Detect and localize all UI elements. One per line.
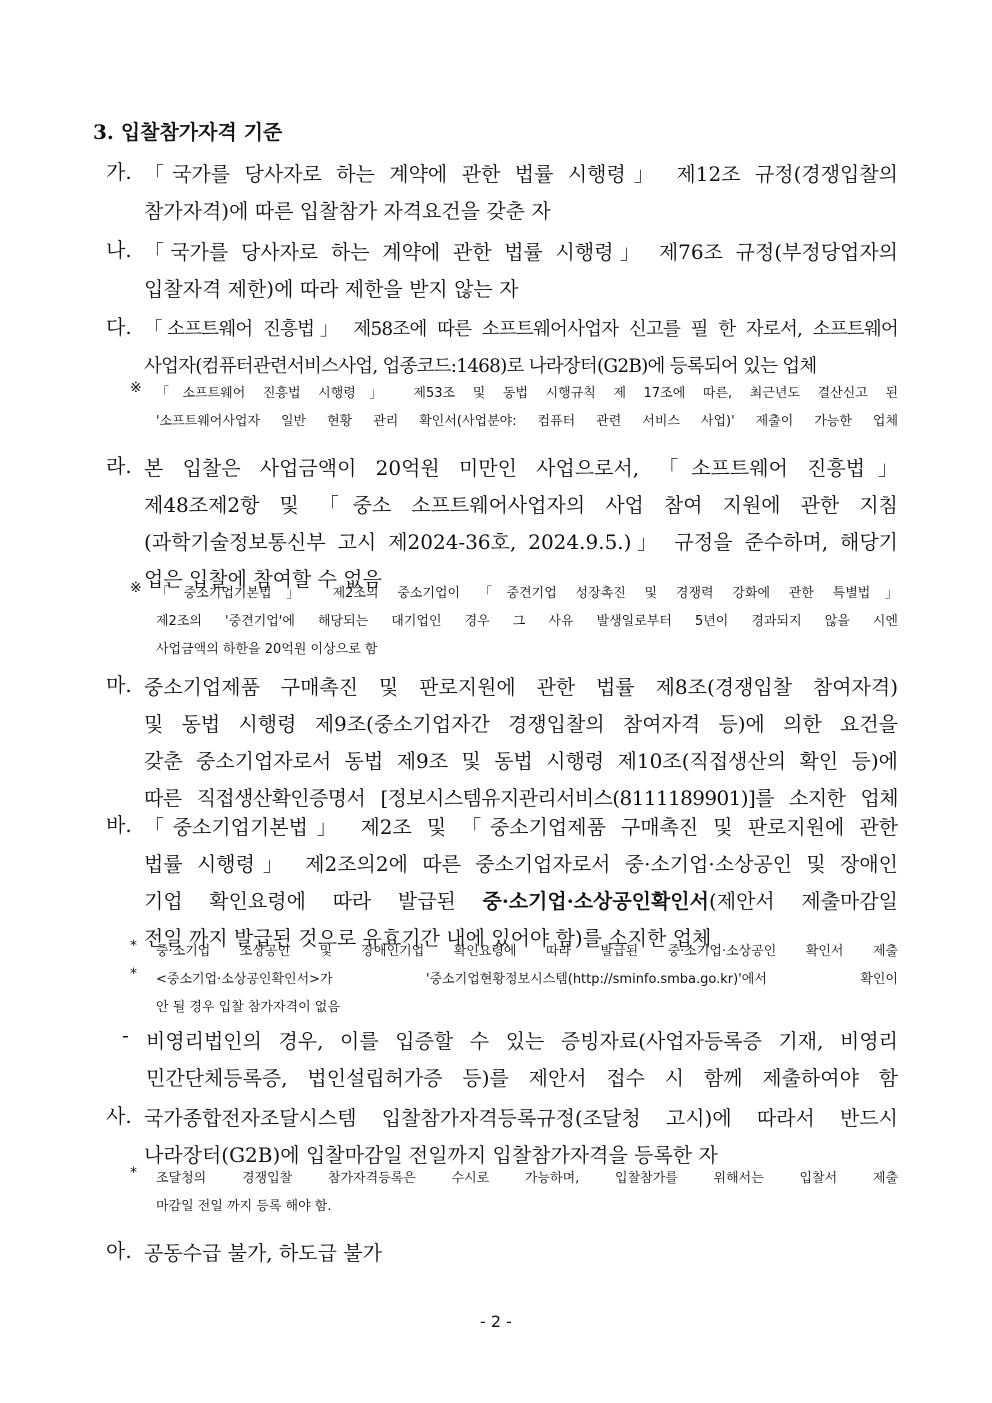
note-sa	[130, 1165, 898, 1221]
item-marker: 다.	[106, 315, 132, 339]
item-line: 참가자격)에 따른 입찰참가 자격요건을 갖춘 자	[144, 199, 551, 223]
item-line: (과학기술정보통신부 고시 제2024-36호, 2024.9.5.)」 규정을 준수하며, 해당기	[144, 530, 898, 554]
item-line: 국가종합전자조달시스템 입찰참가자격등록규정(조달청 고시)에 따라서 반드시	[144, 1106, 898, 1130]
item-ga	[106, 156, 898, 230]
note-ba-1	[130, 938, 898, 966]
note-line: 「소프트웨어 진흥법 시행령」 제53조 및 동법 시행규칙 제 17조에 따른, 최근년도 결산신고 된	[156, 386, 898, 401]
item-ba	[106, 809, 898, 957]
item-ra	[106, 450, 898, 598]
page-number: - 2 -	[480, 1312, 512, 1331]
item-line: 나라장터(G2B)에 입찰마감일 전일까지 입찰참가자격을 등록한 자	[144, 1143, 718, 1167]
item-line: 사업자(컴퓨터관련서비스사업, 업종코드:1468)로 나라장터(G2B)에 등록되어 있는 업체	[144, 356, 817, 377]
item-dash	[122, 1023, 898, 1097]
note-line: 중·소기업 소상공인 및 장애인기업 확인요령에 따라 발급된 중·소기업·소상공인 확인서 제출	[156, 944, 899, 959]
item-marker: 아.	[106, 1239, 132, 1263]
item-line: 업은 입찰에 참여할 수 없음	[144, 567, 382, 591]
line-text: 기업 확인요령에 따라 발급된	[144, 889, 483, 913]
item-line: 「중소기업기본법」 제2조 및 「중소기업제품 구매촉진 및 판로지원에 관한	[144, 815, 898, 839]
item-line: 전일 까지 발급된 것으로 유효기간 내에 있어야 함)를 소지한 업체	[144, 926, 712, 950]
item-da	[106, 311, 898, 385]
section-heading: 3. 입찰참가자격 기준	[93, 120, 283, 144]
item-marker: 바.	[106, 813, 132, 837]
item-line: 「국가를 당사자로 하는 계약에 관한 법률 시행령」 제12조 규정(경쟁입찰의	[144, 162, 898, 186]
note-ba-2	[130, 966, 898, 1022]
item-line	[106, 883, 898, 920]
item-line: 비영리법인의 경우, 이를 입증할 수 있는 증빙자료(사업자등록증 기재, 비영리	[146, 1029, 898, 1053]
item-line: 제48조제2항 및 「중소 소프트웨어사업자의 사업 참여 지원에 관한 지침	[144, 493, 898, 517]
item-line: 및 동법 시행령 제9조(중소기업자간 경쟁입찰의 참여자격 등)에 의한 요건을	[144, 712, 898, 736]
item-sa	[106, 1100, 898, 1174]
note-marker: *	[130, 938, 137, 954]
note-marker: ※	[130, 580, 142, 596]
note-da	[130, 380, 898, 436]
note-line: 마감일 전일 까지 등록 해야 함.	[156, 1199, 332, 1214]
item-marker: 나.	[106, 238, 132, 262]
item-line: 법률 시행령」 제2조의2에 따른 중소기업자로서 중·소기업·소상공인 및 장애인	[144, 852, 898, 876]
note-line: 안 될 경우 입찰 참가자격이 없음	[156, 1000, 340, 1015]
item-line: 「소프트웨어 진흥법」 제58조에 따른 소프트웨어사업자 신고를 필 한 자로서, 소프트웨어	[144, 319, 898, 340]
note-marker: *	[130, 1165, 137, 1181]
note-line: 제2조의 '중견기업'에 해당되는 대기업인 경우 그 사유 발생일로부터 5년이 경과되지 않을 시엔	[156, 614, 898, 629]
item-marker: -	[122, 1023, 129, 1047]
note-ra	[130, 580, 898, 664]
item-line: 본 입찰은 사업금액이 20억원 미만인 사업으로서, 「소프트웨어 진흥법」	[144, 456, 898, 480]
item-ma	[106, 669, 898, 817]
certificate-name: 중·소기업·소상공인확인서	[482, 889, 709, 913]
item-marker: 라.	[106, 454, 132, 478]
item-a	[106, 1235, 898, 1272]
item-marker: 사.	[106, 1104, 132, 1128]
note-line: <중소기업·소상공인확인서>가 '중소기업현황정보시스템(http://sminfo.smba.go.kr)'에서 확인이	[156, 972, 898, 987]
note-marker: *	[130, 966, 137, 982]
item-na	[106, 234, 898, 308]
item-line: 따른 직접생산확인증명서 [정보시스템유지관리서비스(8111189901)]를 소지한 업체	[144, 786, 898, 810]
item-line: 입찰자격 제한)에 따라 제한을 받지 않는 자	[144, 277, 519, 301]
note-line: '소프트웨어사업자 일반 현황 관리 확인서(사업분야: 컴퓨터 관련 서비스 사업)' 제출이 가능한 업체	[156, 414, 898, 429]
item-line: 민간단체등록증, 법인설립허가증 등)를 제안서 접수 시 함께 제출하여야 함	[146, 1066, 898, 1090]
item-line: 중소기업제품 구매촉진 및 판로지원에 관한 법률 제8조(경쟁입찰 참여자격)	[144, 675, 898, 699]
item-line: 갖춘 중소기업자로서 동법 제9조 및 동법 시행령 제10조(직접생산의 확인 등)에	[144, 749, 898, 773]
item-marker: 마.	[106, 673, 132, 697]
item-line: 「국가를 당사자로 하는 계약에 관한 법률 시행령」 제76조 규정(부정당업자의	[144, 240, 898, 264]
note-marker: ※	[130, 380, 142, 396]
note-line: 「중소기업기본법」 제2조의 중소기업이 「중견기업 성장촉진 및 경쟁력 강화에 관한 특별법」	[156, 586, 898, 601]
item-marker: 가.	[106, 160, 132, 184]
note-line: 사업금액의 하한을 20억원 이상으로 함	[156, 642, 378, 657]
item-line: 공동수급 불가, 하도급 불가	[144, 1241, 382, 1265]
line-text: (제안서 제출마감일	[708, 889, 898, 913]
note-line: 조달청의 경쟁입찰 참가자격등록은 수시로 가능하며, 입찰참가를 위해서는 입찰서 제출	[156, 1171, 898, 1186]
